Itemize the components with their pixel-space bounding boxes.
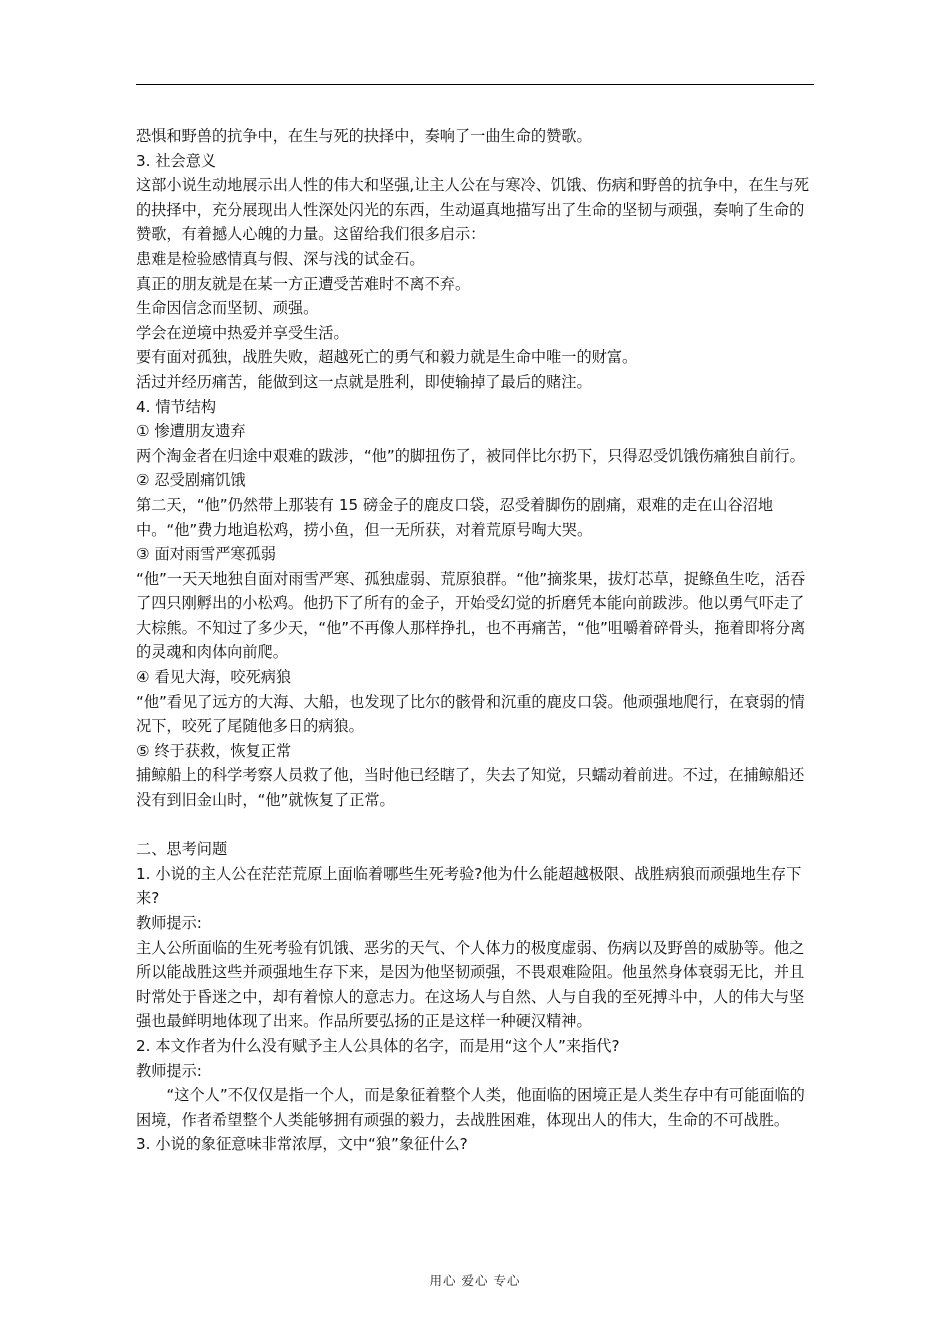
paragraph: 患难是检验感情真与假、深与浅的试金石。 [136,249,425,268]
subheading: ② 忍受剧痛饥饿 [136,471,246,490]
question: 1. 小说的主人公在茫茫荒原上面临着哪些生死考验?他为什么能超越极限、战胜病狼而顽强地生存下来? [136,864,802,908]
paragraph: 生命因信念而坚韧、顽强。 [136,299,319,318]
subheading: ⑤ 终于获救，恢复正常 [136,741,292,760]
paragraph: 第二天，“他”仍然带上那装有 15 磅金子的鹿皮口袋，忍受着脚伤的剧痛，艰难的走在山谷沼地中。“他”费力地追松鸡，捞小鱼，但一无所获，对着荒原号啕大哭。 [136,495,774,539]
subheading: ④ 看见大海，咬死病狼 [136,668,292,687]
paragraph: 捕鲸船上的科学考察人员救了他，当时他已经瞎了，失去了知觉，只蠕动着前进。不过，在捕鲸船还没有到旧金山时，“他”就恢复了正常。 [136,766,805,810]
paragraph: “他”看见了远方的大海、大船，也发现了比尔的骸骨和沉重的鹿皮口袋。他顽强地爬行，在衰弱的情况下，咬死了尾随他多日的病狼。 [136,692,805,736]
paragraph: 这部小说生动地展示出人性的伟大和坚强,让主人公在与寒冷、饥饿、伤病和野兽的抗争中，在生与死的抉择中，充分展现出人性深处闪光的东西，生动逼真地描写出了生命的坚韧与顽强，奏响了生命的赞歌，有着撼人心魄的力量。这留给我们很多启示： [136,176,810,244]
paragraph: 要有面对孤独，战胜失败，超越死亡的勇气和毅力就是生命中唯一的财富。 [136,348,638,367]
section-heading: 二、思考问题 [136,840,228,859]
paragraph: 学会在逆境中热爱并享受生活。 [136,323,349,342]
section-heading: 3. 社会意义 [136,151,217,170]
teacher-hint-label: 教师提示: [136,1061,202,1080]
subheading: ① 惨遭朋友遗弃 [136,422,246,441]
header-rule [136,84,814,85]
teacher-hint-label: 教师提示: [136,914,202,932]
paragraph: 两个淘金者在归途中艰难的跋涉，“他”的脚扭伤了，被同伴比尔扔下，只得忍受饥饿伤痛独自前行。 [136,446,805,465]
paragraph: 恐惧和野兽的抗争中，在生与死的抉择中，奏响了一曲生命的赞歌。 [136,127,592,145]
paragraph: “这个人”不仅仅是指一个人，而是象征着整个人类，他面临的困境正是人类生存中有可能面临的困境，作者希望整个人类能够拥有顽强的毅力，去战胜困难，体现出人的伟大，生命的不可战胜。 [136,1086,805,1129]
document-body [136,124,816,1157]
paragraph: 活过并经历痛苦，能做到这一点就是胜利，即使输掉了最后的赌注。 [136,372,592,391]
page-footer: 用心 爱心 专心 [429,1273,521,1288]
question: 3. 小说的象征意味非常浓厚，文中“狼”象征什么? [136,1135,468,1154]
section-heading: 4. 情节结构 [136,397,217,416]
paragraph: 真正的朋友就是在某一方正遭受苦难时不离不弃。 [136,274,471,293]
paragraph: “他”一天天地独自面对雨雪严寒、孤独虚弱、荒原狼群。“他”摘浆果，拔灯芯草，捉鲦鱼生吃，活吞了四只刚孵出的小松鸡。他扔下了所有的金子，开始受幻觉的折磨凭本能向前跋涉。他以勇气吓走了大棕熊。不知过了多少天，“他”不再像人那样挣扎，也不再痛苦，“他”咀嚼着碎骨头，拖着即将分离的灵魂和肉体向前爬。 [136,569,806,662]
paragraph: 主人公所面临的生死考验有饥饿、恶劣的天气、个人体力的极度虚弱、伤病以及野兽的威胁等。他之所以能战胜这些并顽强地生存下来，是因为他坚韧顽强，不畏艰难险阻。他虽然身体衰弱无比，并且时常处于昏迷之中，却有着惊人的意志力。在这场人与自然、人与自我的至死搏斗中，人的伟大与坚强也最鲜明地体现了出来。作品所要弘扬的正是这样一种硬汉精神。 [136,938,805,1031]
subheading: ③ 面对雨雪严寒孤弱 [136,545,276,564]
blank-line [136,813,816,838]
question: 2. 本文作者为什么没有赋予主人公具体的名字，而是用“这个人”来指代? [136,1036,620,1055]
